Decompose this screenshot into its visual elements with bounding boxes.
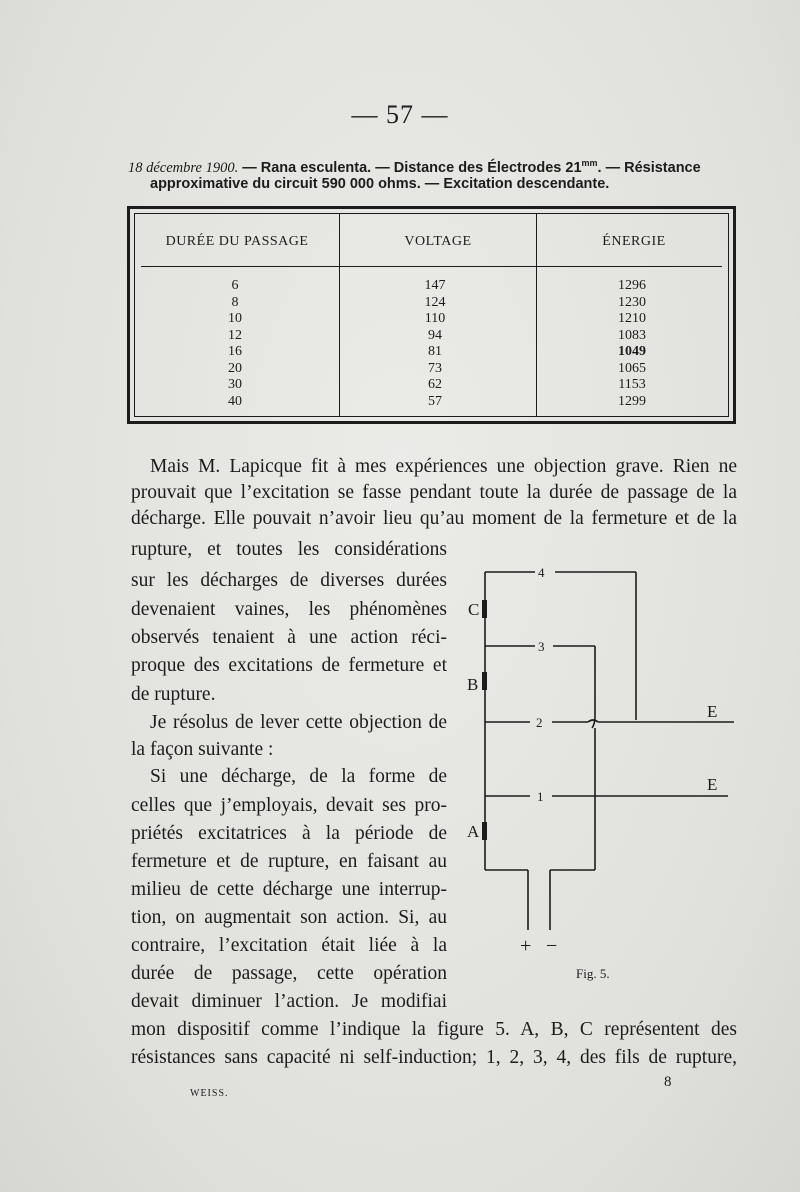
cell-voltage: 94 xyxy=(428,327,442,343)
label-3: 3 xyxy=(538,639,545,654)
text-line: de rupture. xyxy=(131,684,216,705)
cell-voltage: 73 xyxy=(428,360,442,376)
column-duree xyxy=(215,278,255,410)
text-line: Mais M. Lapicque fit à mes expériences une objection grave. Rien ne xyxy=(150,456,737,477)
resistance-a xyxy=(482,822,487,840)
text-line: prouvait que l’excitation se fasse pendant toute la durée de passage de la xyxy=(131,482,737,503)
header-line1-text: — Rana esculenta. — Distance des Électrodes 21 xyxy=(238,159,582,176)
text-line: proque des excitations de fermeture et xyxy=(131,655,447,676)
cell-energie: 1210 xyxy=(618,311,646,326)
cell-duree: 8 xyxy=(231,294,239,310)
column-voltage xyxy=(415,278,455,410)
text-line: mon dispositif comme l’indique la figure 5. A, B, C représentent des xyxy=(131,1019,737,1040)
cell-voltage: 110 xyxy=(424,311,446,326)
text-line: fermeture et de rupture, en faisant au xyxy=(131,851,447,872)
cell-voltage: 62 xyxy=(428,377,442,392)
resistance-b xyxy=(482,672,487,690)
text-line: résistances sans capacité ni self-induction; 1, 2, 3, 4, des fils de rupture, xyxy=(131,1047,737,1068)
page-number-top: — 57 — xyxy=(351,100,449,129)
text-line: sur les décharges de diverses durées xyxy=(131,570,447,591)
text-line: durée de passage, cette opération xyxy=(131,963,447,984)
label-2: 2 xyxy=(536,715,543,730)
text-line: devait diminuer l’action. Je modifiai xyxy=(131,991,447,1012)
cell-voltage: 124 xyxy=(424,294,446,310)
header-line1-end: . — Résistance xyxy=(597,159,701,176)
data-table xyxy=(127,206,736,424)
circuit-diagram xyxy=(460,560,740,960)
text-line: milieu de cette décharge une interrup- xyxy=(131,879,447,900)
header-unit: mm xyxy=(581,158,598,168)
label-b: B xyxy=(467,675,479,694)
label-e-bottom: E xyxy=(707,775,718,794)
cell-energie: 1083 xyxy=(618,327,646,343)
text-line: la façon suivante : xyxy=(131,739,274,760)
cell-energie: 1299 xyxy=(618,393,646,409)
cell-voltage: 147 xyxy=(424,278,446,293)
footer-author: WEISS. xyxy=(190,1088,229,1099)
figure-caption: Fig. 5. xyxy=(576,966,610,981)
cell-voltage: 57 xyxy=(428,393,442,409)
cell-duree: 20 xyxy=(228,360,242,376)
footer-signature-number: 8 xyxy=(664,1074,672,1090)
resistance-c xyxy=(482,600,487,618)
label-a: A xyxy=(467,822,480,841)
cell-duree: 12 xyxy=(228,327,242,343)
cell-duree: 6 xyxy=(231,278,239,293)
text-line: observés tenaient à une action réci- xyxy=(131,627,447,648)
cell-energie: 1230 xyxy=(618,294,646,310)
experiment-header-line-2: approximative du circuit 590 000 ohms. — Excitation descendante. xyxy=(150,176,610,192)
text-line: Je résolus de lever cette objection de xyxy=(150,712,447,733)
cell-voltage: 81 xyxy=(428,344,442,359)
text-line: priétés excitatrices à la période de xyxy=(131,823,447,844)
text-line: celles que j’employais, devait ses pro- xyxy=(131,795,447,816)
cell-energie: 1296 xyxy=(618,278,646,293)
cell-duree: 30 xyxy=(228,377,242,392)
column-energie xyxy=(607,278,657,410)
cell-duree: 16 xyxy=(228,344,242,359)
text-line: contraire, l’excitation était liée à la xyxy=(131,935,447,956)
label-4: 4 xyxy=(538,565,545,580)
cell-energie-minimum: 1049 xyxy=(618,344,646,359)
header-duree: DURÉE DU PASSAGE xyxy=(165,234,309,249)
text-line: devenaient vaines, les phénomènes xyxy=(131,599,447,620)
cell-energie: 1153 xyxy=(618,377,646,392)
cell-duree: 40 xyxy=(228,393,242,409)
header-energie: ÉNERGIE xyxy=(602,234,666,249)
label-c: C xyxy=(468,600,480,619)
label-1: 1 xyxy=(537,789,544,804)
experiment-date: 18 décembre 1900. xyxy=(128,159,239,176)
cell-duree: 10 xyxy=(228,311,242,326)
data-table-inner xyxy=(134,213,729,417)
wire-2-bridge xyxy=(588,720,598,722)
label-e-top: E xyxy=(707,702,718,721)
experiment-header-line-1 xyxy=(128,158,738,177)
wire-3-crossover xyxy=(592,716,595,728)
label-plus: + xyxy=(520,935,532,957)
header-rule xyxy=(141,266,722,267)
header-voltage: VOLTAGE xyxy=(404,234,472,249)
cell-energie: 1065 xyxy=(618,360,646,376)
text-line: décharge. Elle pouvait n’avoir lieu qu’au moment de la fermeture et de la xyxy=(131,508,737,529)
text-line: tion, on augmentait son action. Si, au xyxy=(131,907,447,928)
text-line: rupture, et toutes les considérations xyxy=(131,539,447,560)
label-minus: − xyxy=(546,935,558,957)
text-line: Si une décharge, de la forme de xyxy=(150,766,447,787)
